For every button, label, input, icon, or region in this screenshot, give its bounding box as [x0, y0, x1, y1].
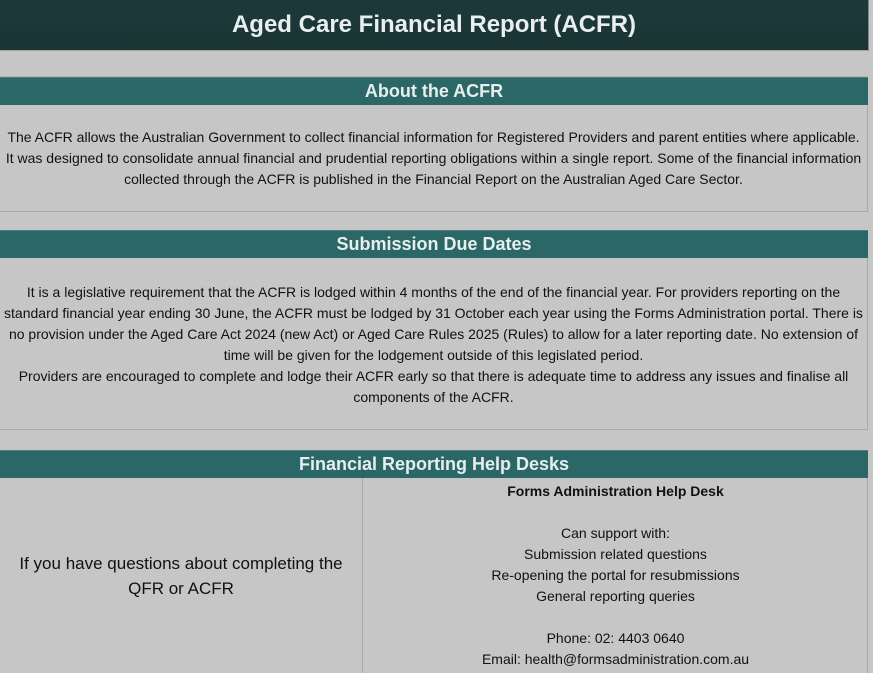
page-title [0, 0, 869, 51]
due-dates-paragraph-1: It is a legislative requirement that the ACFR is lodged within 4 months of the end of the financial year. For providers reporting on the standard financial year ending 30 June, the ACFR must be lodged by 31 October each year using the Forms Administration portal. There is no provision under the Aged Care Act 2024 (new Act) or Aged Care Rules 2025 (Rules) to allow for a later reporting date. No extension of time will be given for the lodgement outside of this legislated period. [4, 284, 863, 363]
section-body-about [0, 105, 868, 212]
help-desks-intro-text: If you have questions about completing the QFR or ACFR [19, 553, 343, 598]
about-text: The ACFR allows the Australian Government to collect financial information for Registered Providers and parent entities where applicable. It was designed to consolidate annual financial and prudential reporting obligations within a single report. Some of the financial information collected through the ACFR is published in the Financial Report on the Australian Aged Care Sector. [5, 129, 862, 187]
section-header-help-desks [0, 450, 868, 478]
page-title-text: Aged Care Financial Report (ACFR) [231, 11, 637, 38]
help-desks-table [0, 478, 868, 673]
support-heading: Can support with: [561, 525, 670, 541]
help-desks-intro-cell [0, 478, 363, 673]
section-heading-about: About the ACFR [364, 81, 504, 101]
support-item: Re-opening the portal for resubmissions [491, 567, 740, 583]
section-heading-help-desks: Financial Reporting Help Desks [298, 454, 570, 474]
section-body-due-dates [0, 258, 868, 430]
section-heading-due-dates: Submission Due Dates [336, 234, 532, 254]
section-header-due-dates [0, 230, 868, 258]
section-header-about [0, 77, 868, 105]
support-item: General reporting queries [536, 588, 695, 604]
help-desk-title: Forms Administration Help Desk [507, 483, 724, 499]
help-desk-phone: Phone: 02: 4403 0640 [546, 630, 685, 646]
due-dates-paragraph-2: Providers are encouraged to complete and lodge their ACFR early so that there is adequate time to address any issues and finalise all components of the ACFR. [18, 368, 849, 405]
support-item: Submission related questions [524, 546, 707, 562]
help-desk-email: Email: health@formsadministration.com.au [481, 651, 750, 667]
forms-admin-help-desk-cell [364, 478, 868, 673]
